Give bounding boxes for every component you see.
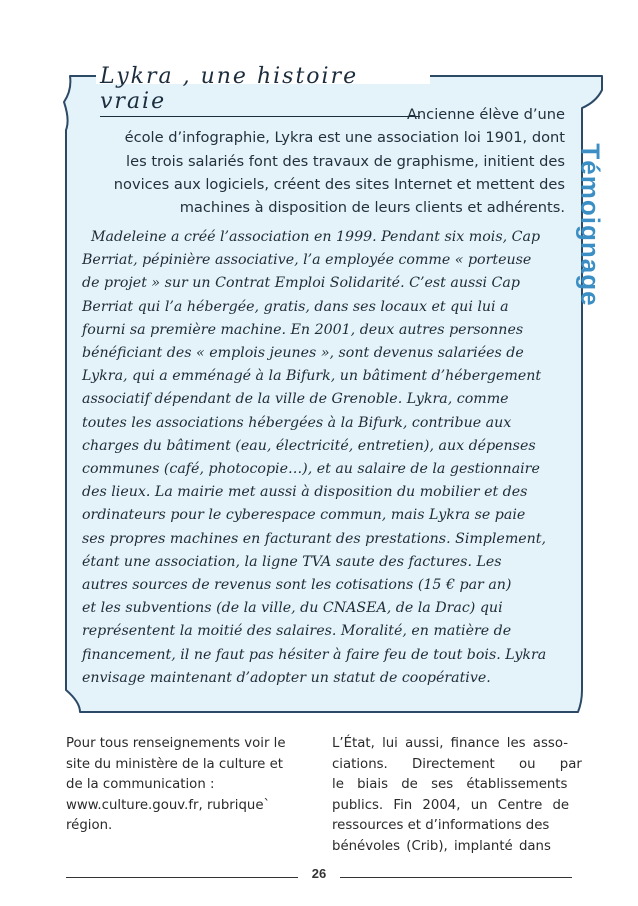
story-line: toutes les associations hébergées à la Bifurk, contribue aux	[82, 414, 512, 431]
story-line: communes (café, photocopie…), et au salaire de la gestionnaire	[82, 461, 540, 478]
left-column-line: de la communication :	[66, 777, 215, 792]
right-column-line: bénévoles (Crib), implanté dans	[332, 838, 551, 854]
story-line: bénéficiant des « emplois jeunes », sont devenus salariées de	[82, 345, 524, 362]
story-paragraph	[82, 226, 562, 690]
story-line: ordinateurs pour le cyberespace commun, mais Lykra se paie	[82, 507, 526, 524]
left-column-line: www.culture.gouv.fr, rubrique`	[66, 797, 271, 813]
story-line: ses propres machines en facturant des prestations. Simplement,	[82, 530, 547, 547]
right-column-line: le biais de ses établissements	[332, 777, 568, 792]
story-line: Berriat, pépinière associative, l’a employée comme « porteuse	[82, 252, 532, 269]
left-column-line: région.	[66, 818, 113, 833]
right-column-line: publics. Fin 2004, un Centre de	[332, 797, 570, 813]
story-line: Lykra, qui a emménagé à la Bifurk, un bâtiment d’hébergement	[82, 368, 542, 385]
intro-paragraph	[105, 103, 565, 219]
story-line: étant une association, la ligne TVA saute des factures. Les	[82, 553, 502, 570]
story-line: financement, il ne faut pas hésiter à faire feu de tout bois. Lykra	[82, 646, 547, 663]
footer-rule-right	[340, 877, 572, 878]
story-line: et les subventions (de la ville, du CNASEA, de la Drac) qui	[82, 600, 503, 617]
intro-line: machines à disposition de leurs clients et adhérents.	[179, 199, 565, 217]
left-column-line: Pour tous renseignements voir le	[66, 736, 286, 751]
right-column-line: L’État, lui aussi, finance les asso-	[332, 736, 568, 751]
side-label	[570, 120, 610, 330]
footer-rule-left	[66, 877, 298, 878]
story-line: fourni sa première machine. En 2001, deux autres personnes	[82, 321, 524, 338]
intro-line: les trois salariés font des travaux de graphisme, initient des	[126, 152, 565, 170]
side-label-text: Témoignage	[575, 143, 606, 307]
right-column-line: ressources et d’informations des	[332, 818, 550, 833]
intro-line: école d’infographie, Lykra est une association loi 1901, dont	[124, 129, 565, 147]
story-line: de projet » sur un Contrat Emploi Solidarité. C’est aussi Cap	[82, 275, 520, 292]
story-line: charges du bâtiment (eau, électricité, entretien), aux dépenses	[82, 437, 536, 454]
story-line: associatif dépendant de la ville de Grenoble. Lykra, comme	[82, 391, 509, 408]
story-line: envisage maintenant d’adopter un statut de coopérative.	[82, 669, 491, 686]
story-line: des lieux. La mairie met aussi à disposition du mobilier et des	[82, 484, 528, 501]
intro-line: Ancienne élève d’une	[406, 106, 565, 123]
intro-line: novices aux logiciels, créent des sites Internet et mettent des	[113, 175, 565, 193]
story-line: Madeleine a créé l’association en 1999. Pendant six mois, Cap	[82, 229, 541, 245]
right-column-line: ciations. Directement ou par	[332, 756, 582, 772]
story-line: autres sources de revenus sont les cotisations (15 € par an)	[82, 577, 512, 594]
right-column-text	[332, 734, 582, 857]
story-line: Berriat qui l’a hébergée, gratis, dans ses locaux et qui lui a	[82, 298, 509, 315]
page-number: 26	[311, 866, 327, 881]
story-line: représentent la moitié des salaires. Moralité, en matière de	[82, 623, 512, 640]
box-title: Lykra , une histoire vraie	[100, 64, 420, 117]
left-column-text	[66, 734, 306, 837]
left-column-line: site du ministère de la culture et	[66, 756, 283, 772]
